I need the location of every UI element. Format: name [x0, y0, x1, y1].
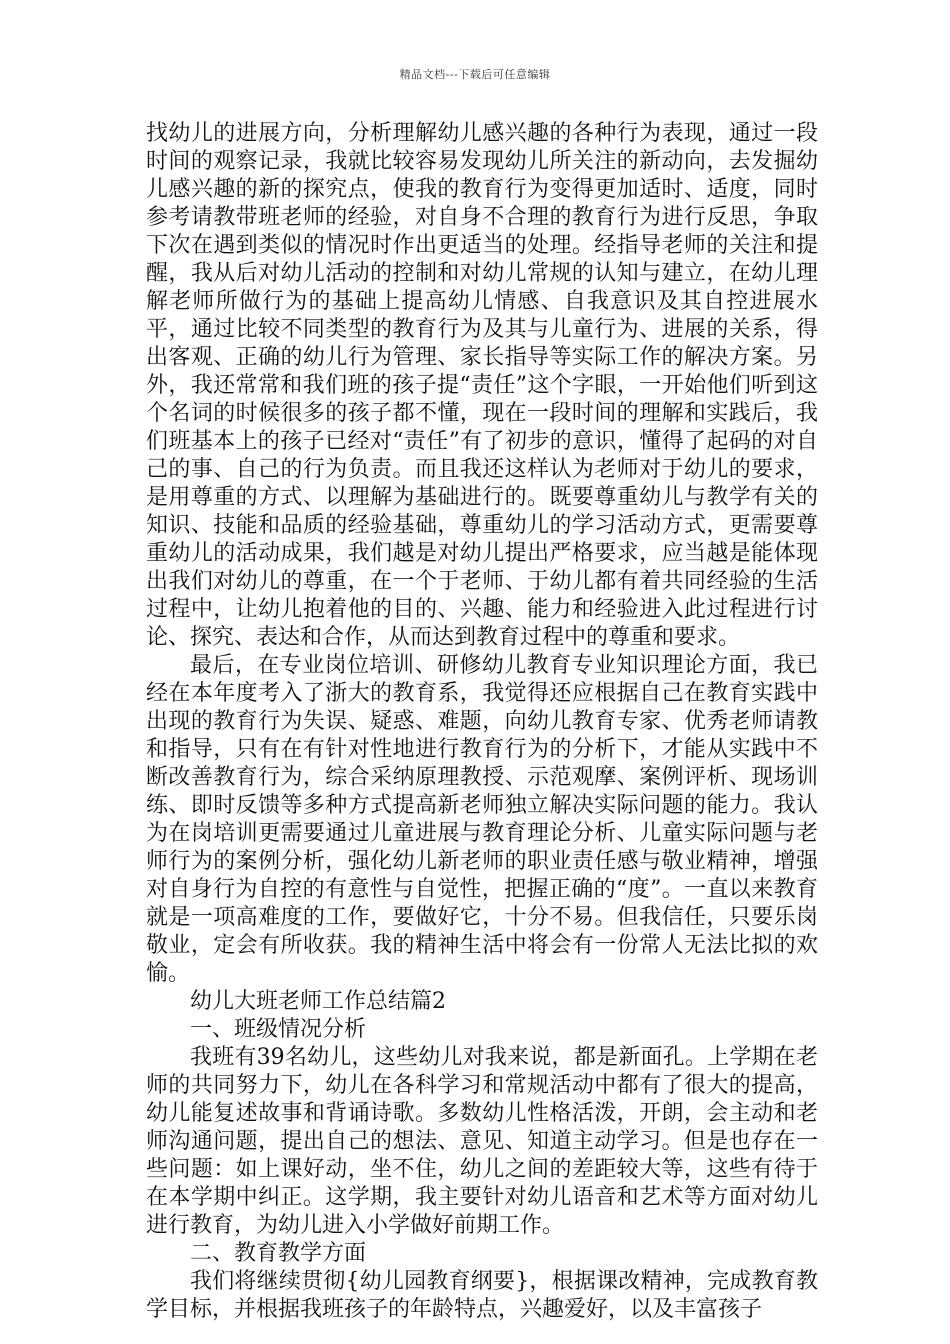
document-body	[146, 120, 818, 1324]
paragraph-class-analysis: 我班有39名幼儿，这些幼儿对我来说，都是新面孔。上学期在老师的共同努力下，幼儿在各科学习和常规活动中都有了很大的提高，幼儿能复述故事和背诵诗歌。多数幼儿性格活泼，开朗，会主动和老师沟通问题，提出自己的想法、意见、知道主动学习。但是也存在一些问题：如上课好动，坐不住，幼儿之间的差距较大等，这些有待于在本学期中纠正。这学期，我主要针对幼儿语音和艺术等方面对幼儿进行教育，为幼儿进入小学做好前期工作。	[146, 1045, 818, 1238]
paragraph-teaching: 我们将继续贯彻{幼儿园教育纲要}，根据课改精神，完成教育教学目标，并根据我班孩子的年龄特点，兴趣爱好，以及丰富孩子	[146, 1269, 818, 1322]
paragraph-continuation: 找幼儿的进展方向，分析理解幼儿感兴趣的各种行为表现，通过一段时间的观察记录，我就比较容易发现幼儿所关注的新动向，去发掘幼儿感兴趣的新的探究点，使我的教育行为变得更加适时、适度，同时参考请教带班老师的经验，对自身不合理的教育行为进行反思，争取下次在遇到类似的情况时作出更适当的处理。经指导老师的关注和提醒，我从后对幼儿活动的控制和对幼儿常规的认知与建立，在幼儿理解老师所做行为的基础上提高幼儿情感、自我意识及其自控进展水平，通过比较不同类型的教育行为及其与儿童行为、进展的关系，得出客观、正确的幼儿行为管理、家长指导等实际工作的解决方案。另外，我还常常和我们班的孩子提“责任”这个字眼，一开始他们听到这个名词的时候很多的孩子都不懂，现在一段时间的理解和实践后，我们班基本上的孩子已经对“责任”有了初步的意识，懂得了起码的对自己的事、自己的行为负责。而且我还这样认为老师对于幼儿的要求，是用尊重的方式、以理解为基础进行的。既要尊重幼儿与教学有关的知识、技能和品质的经验基础，尊重幼儿的学习活动方式，更需要尊重幼儿的活动成果，我们越是对幼儿提出严格要求，应当越是能体现出我们对幼儿的尊重，在一个于老师、于幼儿都有着共同经验的生活过程中，让幼儿抱着他的目的、兴趣、能力和经验进入此过程进行讨论、探究、表达和合作，从而达到教育过程中的尊重和要求。	[146, 121, 818, 650]
page-header: 精品文档---下载后可任意编辑	[399, 68, 551, 81]
paragraph-training: 最后，在专业岗位培训、研修幼儿教育专业知识理论方面，我已经在本年度考入了浙大的教育系，我觉得还应根据自己在教育实践中出现的教育行为失误、疑惑、难题，向幼儿教育专家、优秀老师请教和指导，只有在有针对性地进行教育行为的分析下，才能从实践中不断改善教育行为，综合采纳原理教授、示范观摩、案例评析、现场训练、即时反馈等多种方式提高新老师独立解决实际问题的能力。我认为在岗培训更需要通过儿童进展与教育理论分析、儿童实际问题与老师行为的案例分析，强化幼儿新老师的职业责任感与敬业精神，增强对自身行为自控的有意性与自觉性，把握正确的“度”。一直以来教育就是一项高难度的工作，要做好它，十分不易。但我信任，只要乐岗敬业，定会有所收获。我的精神生活中将会有一份常人无法比拟的欢愉。	[146, 653, 818, 986]
section-title: 幼儿大班老师工作总结篇2	[190, 989, 446, 1014]
subsection-teaching: 二、教育教学方面	[190, 1241, 367, 1266]
subsection-class-analysis: 一、班级情况分析	[190, 1017, 367, 1042]
